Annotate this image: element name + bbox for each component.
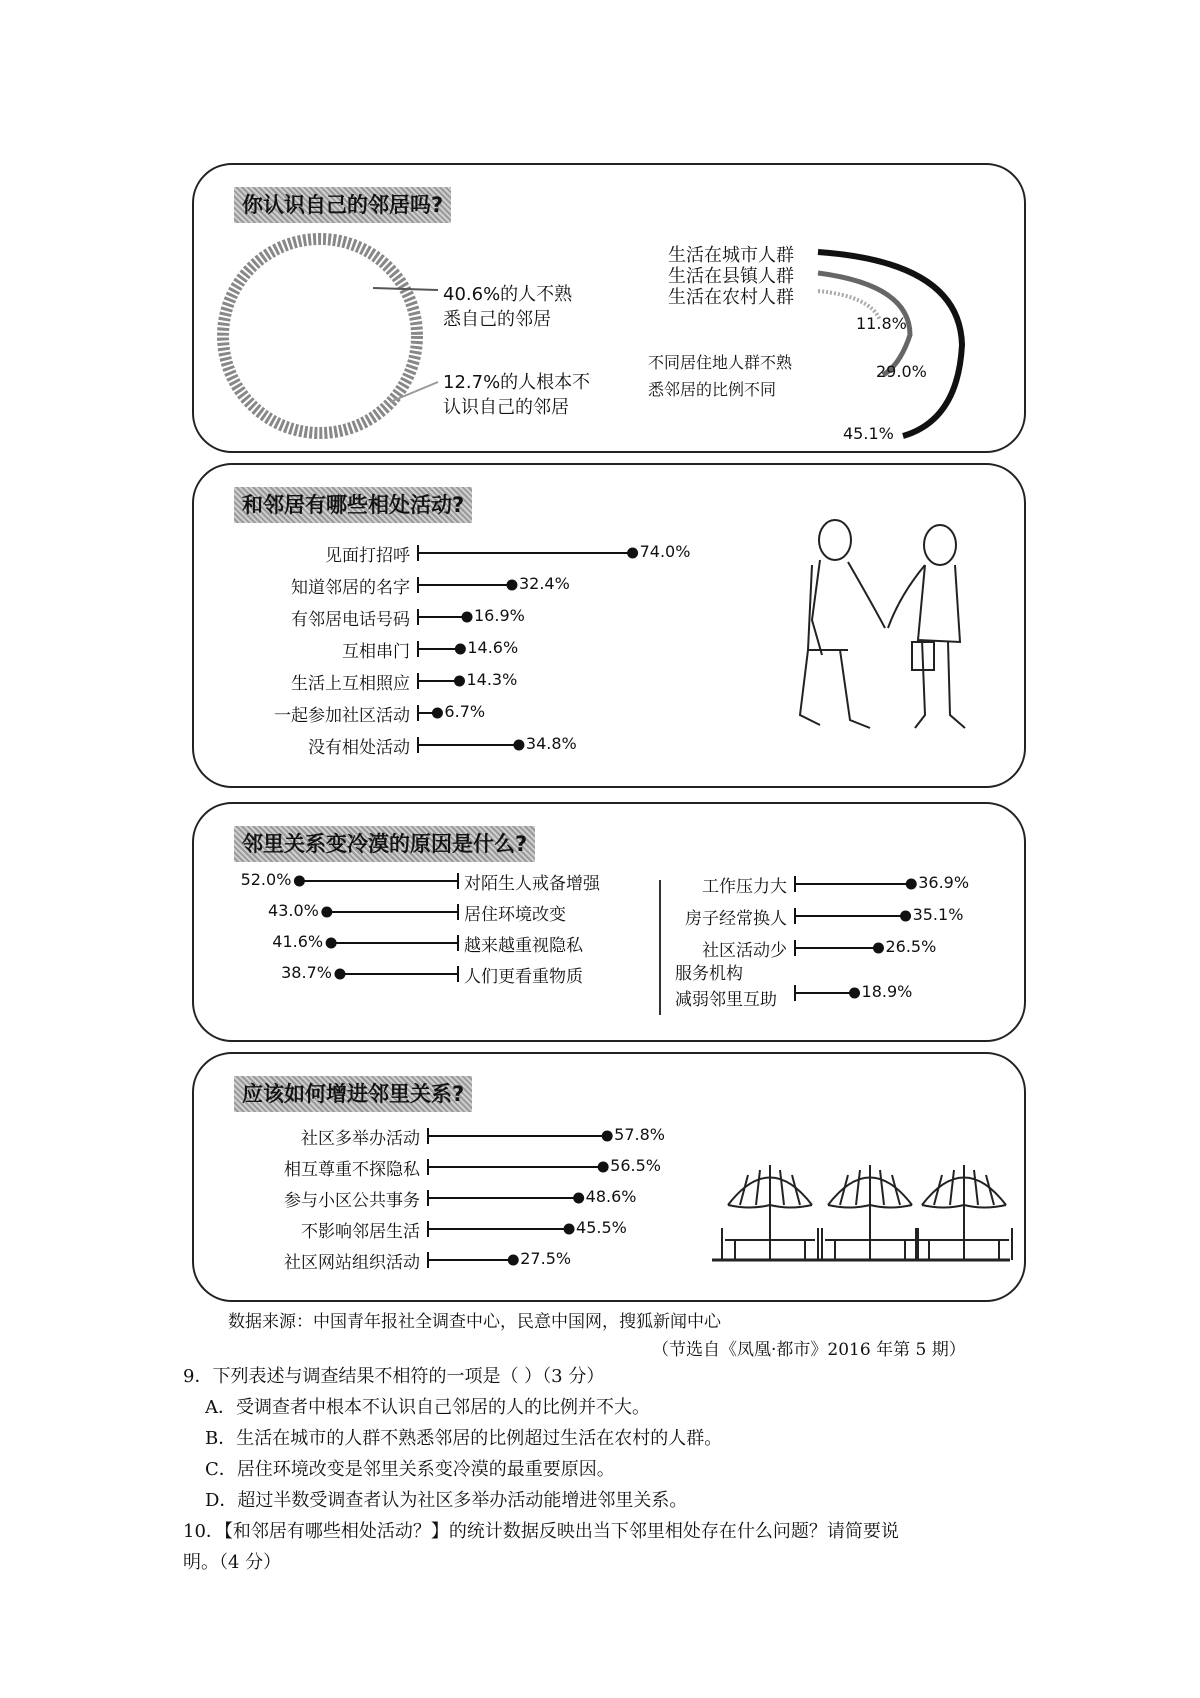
q10-line-1: 10．【和邻居有哪些相处活动？】的统计数据反映出当下邻里相处存在什么问题？请简要说: [183, 1521, 899, 1542]
bar-label: 参与小区公共事务: [284, 1191, 420, 1211]
bar-label: 社区活动少: [702, 941, 787, 961]
bar-value: 6.7%: [444, 702, 486, 721]
bar-label: 生活上互相照应: [291, 674, 410, 694]
bar-value: 57.8%: [614, 1125, 665, 1144]
bar-value: 41.6%: [272, 932, 324, 951]
panel-title: 应该如何增进邻里关系?: [234, 1076, 472, 1112]
bar-label: 减弱邻里互助: [675, 990, 777, 1010]
bar-value: 43.0%: [268, 901, 319, 920]
panel-title: 邻里关系变冷漠的原因是什么?: [234, 826, 535, 862]
ring-note-2b: 认识自己的邻居: [443, 397, 569, 418]
bar-label: 不影响邻居生活: [301, 1222, 420, 1242]
bar-label: 见面打招呼: [325, 546, 410, 566]
arc-note-2: 悉邻居的比例不同: [648, 380, 777, 399]
bar-label: 房子经常换人: [685, 909, 787, 929]
bar-value: 34.8%: [525, 734, 577, 753]
bar-label: 一起参加社区活动: [274, 706, 410, 726]
bar-label: 越来越重视隐私: [464, 936, 583, 956]
bar-value: 56.5%: [610, 1156, 661, 1175]
q9-option-b: B．生活在城市的人群不熟悉邻居的比例超过生活在农村的人群。: [205, 1428, 723, 1449]
bar-label: 对陌生人戒备增强: [464, 874, 600, 894]
q9-option-a: A．受调查者中根本不认识自己邻居的人的比例并不大。: [205, 1397, 650, 1418]
bar-value: 14.3%: [466, 670, 518, 689]
legend-county: 生活在县镇人群: [668, 266, 794, 287]
bar-value: 36.9%: [918, 873, 970, 892]
bar-label: 居住环境改变: [464, 905, 566, 925]
bar-value: 52.0%: [240, 870, 292, 889]
bar-value: 26.5%: [885, 937, 937, 956]
ring-note-2: 12.7%的人根本不: [443, 372, 591, 393]
arc-value-city: 45.1%: [843, 424, 894, 443]
bar-label: 相互尊重不探隐私: [284, 1160, 420, 1180]
legend-city: 生活在城市人群: [668, 245, 794, 266]
bar-value: 18.9%: [861, 982, 913, 1001]
bar-label: 社区多举办活动: [301, 1129, 420, 1149]
q9-option-c: C．居住环境改变是邻里关系变冷漠的最重要原因。: [205, 1459, 615, 1480]
bar-label: 没有相处活动: [308, 738, 410, 758]
bar-value: 16.9%: [474, 606, 525, 625]
bar-value: 38.7%: [281, 963, 332, 982]
ring-note-1b: 悉自己的邻居: [443, 309, 551, 330]
legend-rural: 生活在农村人群: [668, 287, 794, 308]
excerpt-note: （节选自《凤凰·都市》2016 年第 5 期）: [652, 1340, 966, 1360]
bar-label: 工作压力大: [702, 877, 787, 897]
bar-value: 32.4%: [518, 574, 570, 593]
bar-label: 互相串门: [342, 642, 410, 662]
bar-value: 45.5%: [576, 1218, 627, 1237]
bar-value: 35.1%: [912, 905, 964, 924]
bar-value: 27.5%: [520, 1249, 572, 1268]
q10-line-2: 明。（4 分）: [183, 1552, 282, 1573]
arc-value-rural: 11.8%: [856, 314, 907, 333]
q9-stem: 9．下列表述与调查结果不相符的一项是（ ）（3 分）: [183, 1366, 605, 1387]
bar-value: 74.0%: [639, 542, 691, 561]
bar-label: 知道邻居的名字: [291, 578, 410, 598]
bar-value: 48.6%: [585, 1187, 637, 1206]
panel-title: 你认识自己的邻居吗?: [234, 187, 451, 223]
arc-value-county: 29.0%: [876, 362, 927, 381]
bar-label: 服务机构: [675, 964, 743, 984]
bar-label: 人们更看重物质: [464, 967, 583, 987]
ring-note-1: 40.6%的人不熟: [443, 284, 573, 305]
bar-value: 14.6%: [467, 638, 519, 657]
bar-label: 有邻居电话号码: [291, 610, 410, 630]
q9-option-d: D．超过半数受调查者认为社区多举办活动能增进邻里关系。: [205, 1490, 688, 1511]
panel-title: 和邻居有哪些相处活动?: [234, 487, 472, 523]
bar-label: 社区网站组织活动: [284, 1253, 420, 1273]
arc-note-1: 不同居住地人群不熟: [648, 353, 793, 372]
data-source: 数据来源：中国青年报社全调查中心，民意中国网，搜狐新闻中心: [228, 1312, 721, 1332]
